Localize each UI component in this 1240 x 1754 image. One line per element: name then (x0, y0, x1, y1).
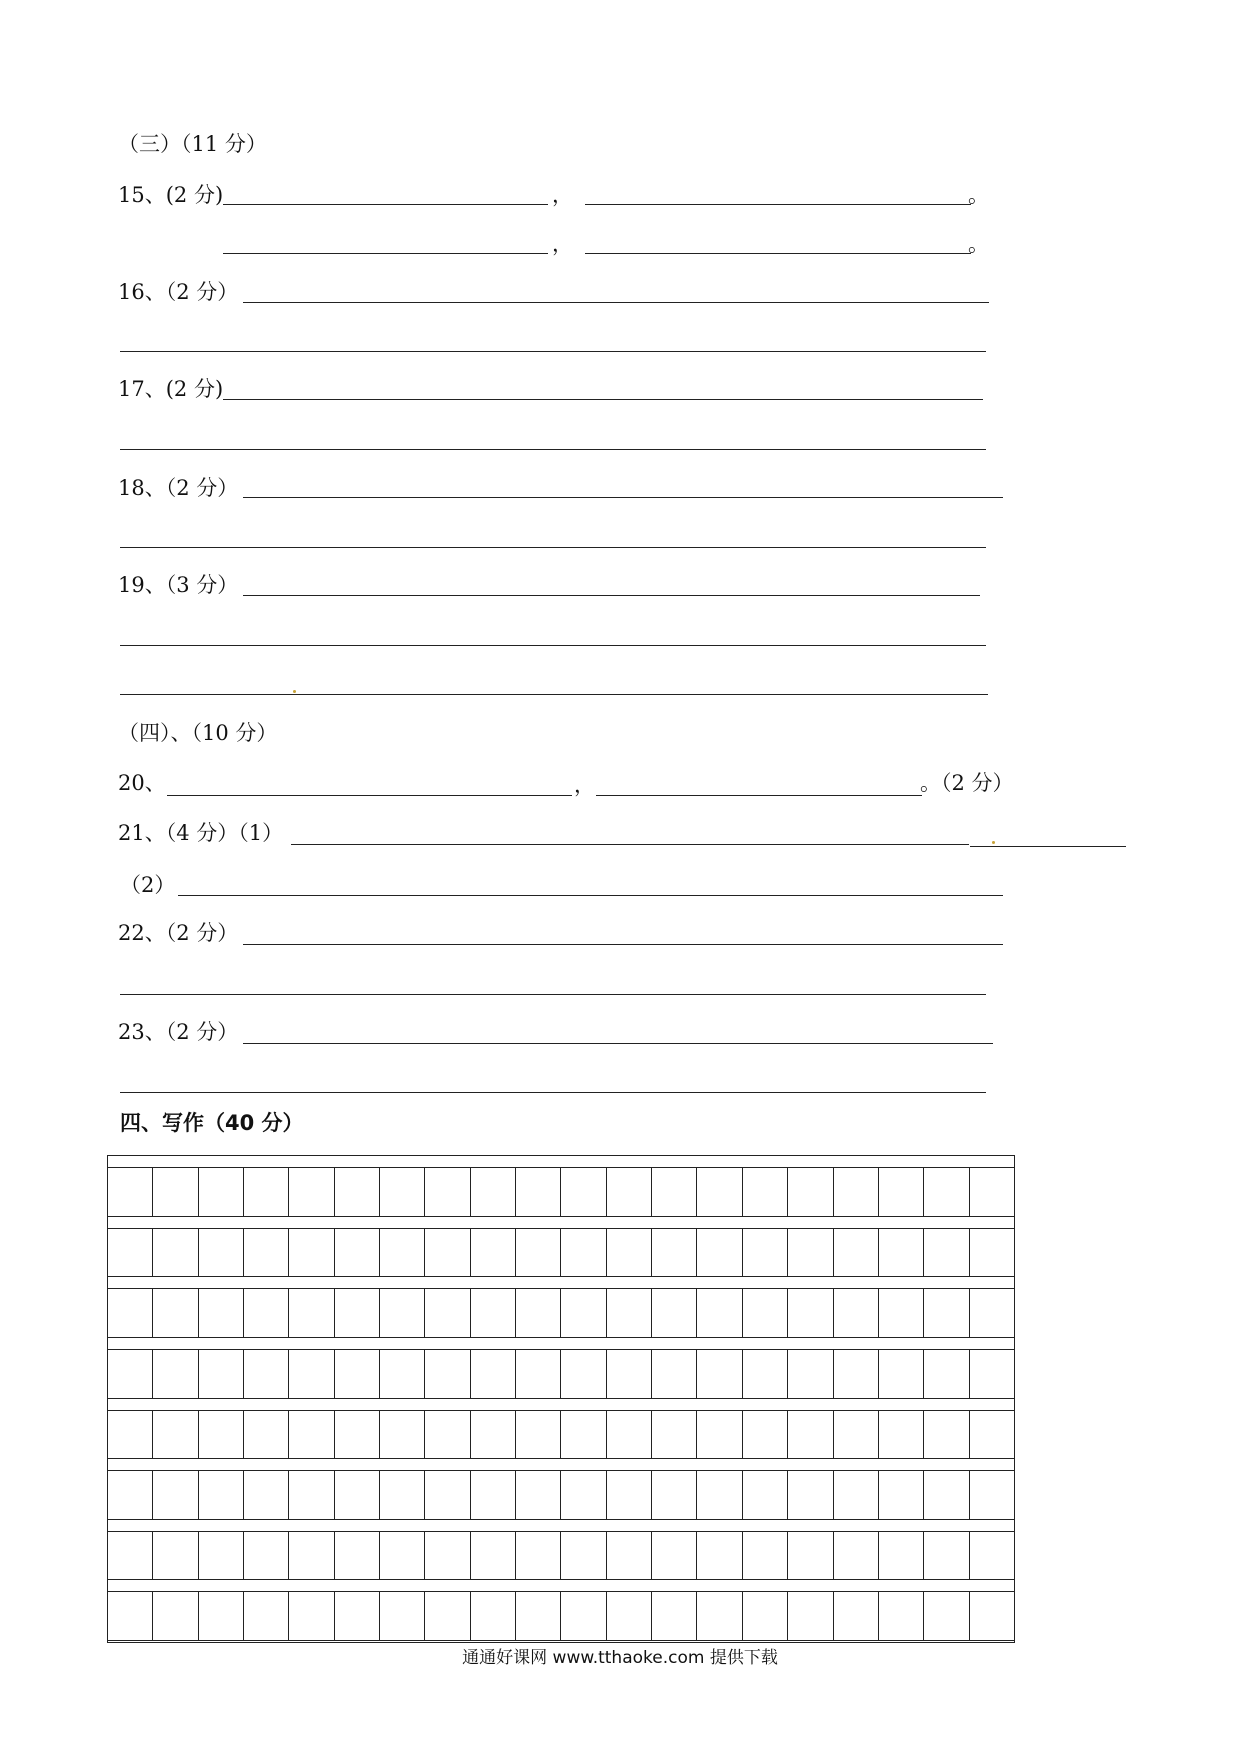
grid-cell[interactable] (108, 1592, 153, 1640)
grid-cell[interactable] (924, 1532, 969, 1580)
grid-cell[interactable] (697, 1532, 742, 1580)
grid-cell[interactable] (425, 1168, 470, 1216)
grid-cell[interactable] (970, 1289, 1014, 1337)
grid-cell[interactable] (607, 1411, 652, 1459)
grid-cell[interactable] (743, 1592, 788, 1640)
question-20-label: 20、 (118, 771, 166, 795)
grid-cell[interactable] (788, 1411, 833, 1459)
grid-row (108, 1410, 1014, 1460)
grid-cell[interactable] (108, 1471, 153, 1519)
question-21-2-label: （2） (120, 873, 176, 897)
answer-line-19-1[interactable] (243, 595, 980, 596)
grid-cell[interactable] (289, 1289, 334, 1337)
grid-cell[interactable] (425, 1411, 470, 1459)
grid-cell[interactable] (561, 1532, 606, 1580)
grid-cell[interactable] (879, 1168, 924, 1216)
grid-cell[interactable] (335, 1350, 380, 1398)
grid-cell[interactable] (516, 1411, 561, 1459)
grid-cell[interactable] (607, 1168, 652, 1216)
answer-line-15-2a[interactable] (223, 253, 548, 254)
grid-cell[interactable] (516, 1592, 561, 1640)
grid-cell[interactable] (652, 1411, 697, 1459)
grid-cell[interactable] (335, 1168, 380, 1216)
grid-cell[interactable] (425, 1350, 470, 1398)
question-17-label: 17、(2 分) (118, 377, 224, 401)
answer-line-20-b[interactable] (596, 795, 922, 796)
section-four-header: （四）、（10 分） (118, 721, 278, 745)
grid-cell[interactable] (607, 1532, 652, 1580)
stray-mark-21 (992, 841, 995, 844)
grid-cell[interactable] (199, 1289, 244, 1337)
grid-cell[interactable] (289, 1229, 334, 1277)
grid-cell[interactable] (879, 1532, 924, 1580)
grid-cell[interactable] (471, 1350, 516, 1398)
grid-cell[interactable] (289, 1471, 334, 1519)
question-20-score: 。（2 分） (920, 771, 1014, 795)
grid-cell[interactable] (697, 1229, 742, 1277)
grid-cell[interactable] (244, 1168, 289, 1216)
answer-line-19-3[interactable] (120, 694, 988, 695)
grid-cell[interactable] (561, 1289, 606, 1337)
grid-cell[interactable] (335, 1592, 380, 1640)
answer-line-18-1[interactable] (243, 497, 1003, 498)
question-23-label: 23、（2 分） (118, 1020, 239, 1044)
grid-cell[interactable] (516, 1229, 561, 1277)
grid-cell[interactable] (652, 1168, 697, 1216)
grid-cell[interactable] (108, 1411, 153, 1459)
answer-line-16-2[interactable] (120, 351, 986, 352)
grid-cell[interactable] (471, 1411, 516, 1459)
grid-cell[interactable] (697, 1471, 742, 1519)
comma-15-2: ， (552, 232, 573, 256)
period-15-2: 。 (968, 232, 989, 256)
grid-cell[interactable] (834, 1350, 879, 1398)
answer-line-17-2[interactable] (120, 449, 986, 450)
grid-cell[interactable] (788, 1289, 833, 1337)
grid-cell[interactable] (471, 1289, 516, 1337)
grid-cell[interactable] (924, 1229, 969, 1277)
answer-line-19-2[interactable] (120, 645, 986, 646)
answer-line-20-a[interactable] (167, 795, 572, 796)
question-19-label: 19、（3 分） (118, 573, 239, 597)
grid-cell[interactable] (561, 1592, 606, 1640)
grid-cell[interactable] (471, 1592, 516, 1640)
answer-line-15-1a[interactable] (223, 204, 548, 205)
grid-cell[interactable] (244, 1289, 289, 1337)
grid-cell[interactable] (471, 1229, 516, 1277)
composition-grid[interactable] (107, 1155, 1015, 1643)
grid-cell[interactable] (199, 1229, 244, 1277)
grid-cell[interactable] (970, 1471, 1014, 1519)
grid-cell[interactable] (108, 1350, 153, 1398)
grid-row (108, 1591, 1014, 1641)
grid-cell[interactable] (199, 1592, 244, 1640)
section-three-header: （三）（11 分） (118, 132, 267, 156)
grid-cell[interactable] (970, 1168, 1014, 1216)
grid-cell[interactable] (697, 1592, 742, 1640)
grid-cell[interactable] (834, 1471, 879, 1519)
period-15-1: 。 (968, 183, 989, 207)
grid-cell[interactable] (834, 1592, 879, 1640)
grid-cell[interactable] (652, 1289, 697, 1337)
grid-cell[interactable] (199, 1168, 244, 1216)
grid-cell[interactable] (425, 1229, 470, 1277)
grid-cell[interactable] (516, 1471, 561, 1519)
stray-mark (293, 690, 296, 693)
grid-cell[interactable] (244, 1229, 289, 1277)
grid-cell[interactable] (743, 1168, 788, 1216)
grid-cell[interactable] (516, 1168, 561, 1216)
grid-cell[interactable] (652, 1532, 697, 1580)
grid-cell[interactable] (924, 1411, 969, 1459)
grid-cell[interactable] (380, 1289, 425, 1337)
grid-cell[interactable] (244, 1592, 289, 1640)
grid-cell[interactable] (834, 1229, 879, 1277)
grid-cell[interactable] (244, 1350, 289, 1398)
grid-cell[interactable] (199, 1532, 244, 1580)
grid-cell[interactable] (289, 1411, 334, 1459)
grid-cell[interactable] (652, 1592, 697, 1640)
grid-cell[interactable] (652, 1350, 697, 1398)
grid-cell[interactable] (244, 1471, 289, 1519)
grid-cell[interactable] (607, 1592, 652, 1640)
grid-cell[interactable] (380, 1532, 425, 1580)
grid-cell[interactable] (380, 1411, 425, 1459)
grid-cell[interactable] (380, 1471, 425, 1519)
grid-cell[interactable] (788, 1592, 833, 1640)
grid-cell[interactable] (471, 1471, 516, 1519)
grid-row (108, 1349, 1014, 1399)
grid-cell[interactable] (743, 1350, 788, 1398)
answer-line-21-1-extra[interactable] (970, 846, 1126, 847)
grid-cell[interactable] (335, 1289, 380, 1337)
grid-cell[interactable] (335, 1229, 380, 1277)
grid-cell[interactable] (561, 1229, 606, 1277)
grid-cell[interactable] (879, 1471, 924, 1519)
grid-cell[interactable] (879, 1229, 924, 1277)
answer-line-21-1[interactable] (291, 844, 969, 845)
grid-cell[interactable] (788, 1350, 833, 1398)
grid-cell[interactable] (743, 1229, 788, 1277)
answer-line-18-2[interactable] (120, 547, 986, 548)
grid-cell[interactable] (561, 1411, 606, 1459)
grid-cell[interactable] (561, 1168, 606, 1216)
grid-cell[interactable] (743, 1411, 788, 1459)
grid-cell[interactable] (380, 1229, 425, 1277)
grid-cell[interactable] (244, 1411, 289, 1459)
grid-cell[interactable] (199, 1411, 244, 1459)
grid-cell[interactable] (743, 1532, 788, 1580)
grid-cell[interactable] (561, 1350, 606, 1398)
grid-cell[interactable] (879, 1411, 924, 1459)
grid-cell[interactable] (834, 1168, 879, 1216)
grid-cell[interactable] (607, 1350, 652, 1398)
grid-cell[interactable] (879, 1592, 924, 1640)
comma-20: ， (574, 773, 595, 797)
grid-cell[interactable] (970, 1229, 1014, 1277)
question-15-label: 15、(2 分) (118, 183, 224, 207)
question-18-label: 18、（2 分） (118, 476, 239, 500)
grid-row (108, 1531, 1014, 1581)
grid-cell[interactable] (289, 1350, 334, 1398)
grid-cell[interactable] (924, 1471, 969, 1519)
question-16-label: 16、（2 分） (118, 280, 239, 304)
grid-row (108, 1288, 1014, 1338)
grid-cell[interactable] (153, 1289, 198, 1337)
grid-cell[interactable] (108, 1229, 153, 1277)
grid-cell[interactable] (335, 1532, 380, 1580)
grid-cell[interactable] (380, 1350, 425, 1398)
grid-cell[interactable] (425, 1532, 470, 1580)
grid-row (108, 1167, 1014, 1217)
grid-cell[interactable] (199, 1471, 244, 1519)
grid-cell[interactable] (788, 1229, 833, 1277)
grid-cell[interactable] (652, 1471, 697, 1519)
grid-cell[interactable] (607, 1289, 652, 1337)
grid-cell[interactable] (335, 1411, 380, 1459)
grid-cell[interactable] (153, 1350, 198, 1398)
footer-text: 通通好课网 www.tthaoke.com 提供下载 (462, 1648, 778, 1668)
answer-line-17-1[interactable] (223, 399, 983, 400)
grid-cell[interactable] (153, 1168, 198, 1216)
grid-cell[interactable] (924, 1350, 969, 1398)
grid-cell[interactable] (788, 1532, 833, 1580)
grid-cell[interactable] (924, 1168, 969, 1216)
grid-cell[interactable] (970, 1350, 1014, 1398)
grid-cell[interactable] (199, 1350, 244, 1398)
grid-cell[interactable] (335, 1471, 380, 1519)
grid-cell[interactable] (697, 1411, 742, 1459)
grid-cell[interactable] (380, 1592, 425, 1640)
grid-cell[interactable] (879, 1289, 924, 1337)
grid-cell[interactable] (471, 1168, 516, 1216)
grid-cell[interactable] (289, 1592, 334, 1640)
grid-cell[interactable] (607, 1471, 652, 1519)
grid-cell[interactable] (108, 1168, 153, 1216)
answer-line-23-1[interactable] (243, 1043, 993, 1044)
grid-cell[interactable] (743, 1471, 788, 1519)
grid-cell[interactable] (153, 1532, 198, 1580)
answer-line-22-1[interactable] (243, 944, 1003, 945)
grid-cell[interactable] (516, 1532, 561, 1580)
grid-cell[interactable] (561, 1471, 606, 1519)
grid-cell[interactable] (425, 1592, 470, 1640)
grid-cell[interactable] (516, 1350, 561, 1398)
grid-cell[interactable] (153, 1471, 198, 1519)
grid-cell[interactable] (924, 1289, 969, 1337)
grid-cell[interactable] (516, 1289, 561, 1337)
grid-cell[interactable] (788, 1471, 833, 1519)
grid-cell[interactable] (471, 1532, 516, 1580)
answer-line-15-1b[interactable] (585, 204, 971, 205)
answer-line-22-2[interactable] (120, 994, 986, 995)
grid-cell[interactable] (788, 1168, 833, 1216)
grid-row (108, 1228, 1014, 1278)
grid-cell[interactable] (108, 1532, 153, 1580)
grid-cell[interactable] (834, 1411, 879, 1459)
grid-cell[interactable] (834, 1289, 879, 1337)
grid-cell[interactable] (607, 1229, 652, 1277)
grid-cell[interactable] (743, 1289, 788, 1337)
grid-cell[interactable] (380, 1168, 425, 1216)
grid-cell[interactable] (652, 1229, 697, 1277)
writing-header: 四、写作（40 分） (120, 1111, 304, 1135)
grid-cell[interactable] (970, 1411, 1014, 1459)
grid-cell[interactable] (425, 1471, 470, 1519)
grid-cell[interactable] (108, 1289, 153, 1337)
grid-cell[interactable] (697, 1350, 742, 1398)
grid-cell[interactable] (697, 1168, 742, 1216)
grid-cell[interactable] (834, 1532, 879, 1580)
answer-line-21-2[interactable] (178, 895, 1003, 896)
answer-line-23-2[interactable] (120, 1092, 986, 1093)
answer-line-16-1[interactable] (243, 302, 989, 303)
grid-cell[interactable] (289, 1168, 334, 1216)
grid-row (108, 1470, 1014, 1520)
grid-cell[interactable] (153, 1411, 198, 1459)
grid-cell[interactable] (697, 1289, 742, 1337)
grid-cell[interactable] (970, 1592, 1014, 1640)
grid-cell[interactable] (289, 1532, 334, 1580)
grid-cell[interactable] (970, 1532, 1014, 1580)
grid-cell[interactable] (244, 1532, 289, 1580)
answer-line-15-2b[interactable] (585, 253, 971, 254)
grid-cell[interactable] (924, 1592, 969, 1640)
grid-cell[interactable] (153, 1592, 198, 1640)
comma-15-1: ， (552, 183, 573, 207)
grid-cell[interactable] (879, 1350, 924, 1398)
grid-cell[interactable] (425, 1289, 470, 1337)
question-21-label: 21、（4 分）（1） (118, 821, 284, 845)
question-22-label: 22、（2 分） (118, 921, 239, 945)
grid-cell[interactable] (153, 1229, 198, 1277)
